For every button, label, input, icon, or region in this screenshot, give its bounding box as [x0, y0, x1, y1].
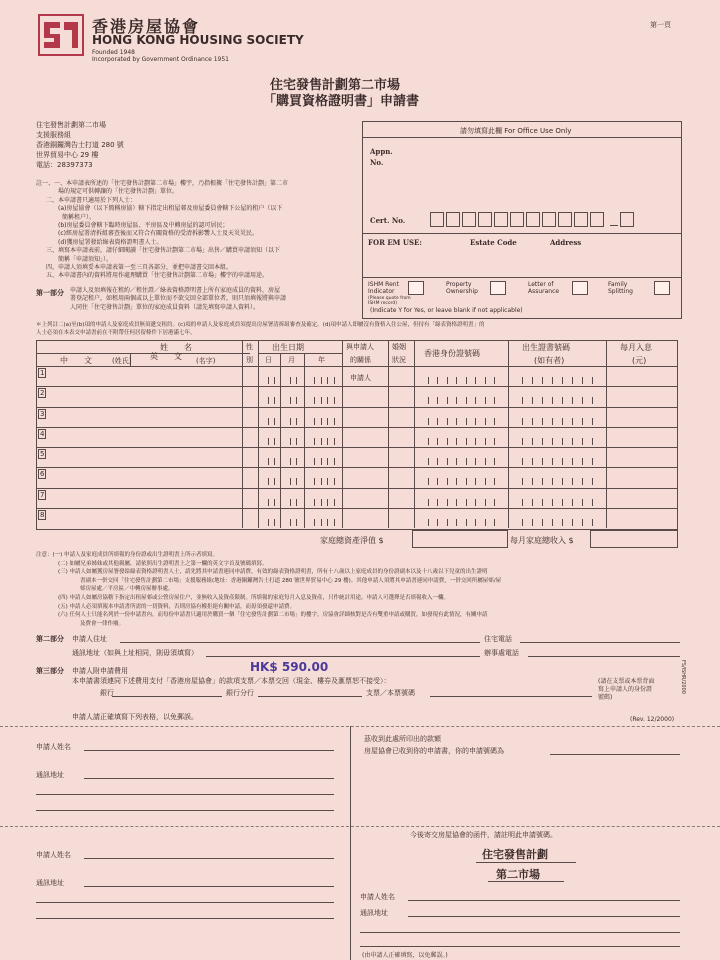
general-notes: 註一、一、本申請表所述的「住宅發售計劃第二市場」樓宇，乃指根據「住宅發售計劃」第二市 場的規定可供轉讓的「住宅發售計劃」單位。 二、本申請書只適用於下列人士： (a)房屋協會（以下簡稱房協）轄下指定出租屋邨及房屋委員會轄下公屋的租户（以下 簡稱租户）。 (b)房屋委員會轄下臨時房屋區、平房區及中轉房屋的認可居民； (c)經房屋署清拆組審查後而又符合有關資格的受清拆影響人士及天災災民。 (d)獲房屋署發給綠表資格證明書人士。 三、填寫本申請表前，請仔細閱讀「住宅發售計劃第二市場」出售／購買申請須知（以下 簡稱「申請須知」）。 四、申請人須填妥本申請表第一至三頁各部分，並把申請書交回本組。 五、本申請書內的資料將用作處理購買「住宅發售計劃第二市場」樓宇的申請用途。	[36, 180, 289, 280]
slip2-header: 今後寄交房屋協會的函件，請註明此申請號碼。	[410, 831, 557, 839]
col-relation: 與申請人	[346, 343, 374, 351]
digit-ticks	[308, 455, 340, 465]
digit-ticks	[512, 496, 602, 506]
digit-ticks	[418, 516, 504, 526]
digit-ticks	[512, 516, 602, 526]
estate-code-label: Estate Code	[470, 238, 517, 247]
col-english: 英 文	[150, 352, 182, 361]
org-incorporated: Incorporated by Government Ordinance 1951	[92, 56, 229, 63]
letter-assurance-label: Letter of Assurance	[528, 281, 560, 295]
total-assets-label: 家庭總資產淨值 $	[320, 536, 384, 545]
col-name: 姓 名	[160, 343, 192, 352]
receipt-text: 茲收到此處所印出的款額	[364, 735, 441, 743]
slip2-sign-note: (由申請人正確填寫，以免郵誤。)	[362, 952, 448, 959]
cheque-label: 支票／本票號碼	[366, 689, 415, 697]
digit-ticks	[308, 394, 340, 404]
slip1-name-label: 申請人姓名	[36, 743, 71, 751]
col-sex: 性	[246, 343, 253, 351]
col-income2: (元)	[632, 356, 647, 365]
row-number: 7	[40, 490, 45, 499]
digit-ticks	[512, 415, 602, 425]
footnote: ＊上列註二(a)至(b)項的申請人及家庭成員無須遞交租約。(c)項的申請人及家庭成員須提出房屋署清拆組審查及確定。(d)項申請人即屬沒有資格入住公屋，但持有「綠表資格證明書」的 人士必須在本表交申請書前在不附帶任何居留條件下居港滿七年。	[36, 322, 485, 336]
property-ownership-label: Property Ownership	[446, 281, 478, 295]
digit-ticks	[418, 496, 504, 506]
remarks: 注意：(一) 申請人及家庭成員所填報的身份證或出生證明書上所示者填寫。 (二) 如屬兄弟姊妹或其他親屬，請依照出生證明書上之第一欄的英文字首及號碼填寫。 (三) 申請人如屬獲房屋署發給綠表資格證明書人士，請先將其申請書連同申請費，有效的綠表資格證明書，所有十八歲以上家庭成員的身份證副本以及十八歲以下兒童的出生證明 書副本一併交回「住宅發售計劃第二市場」支援服務組(地址：香港銅鑼灣告士打道 280 號世界貿易中心 29 樓)。其他申請人須將其申請書連同申請費，一併交回所屬屋邨/屋 邨房屋處／平房區／中轉房屋辦事處。 (四) 申請人如屬房協轄下指定出租屋邨或公營房屋住户，並無收入及資產限制。所填報的家庭每月入息及資產，只作統計用途。申請人可選擇是否填報收入一欄。 (五) 申請人必須填報本申請書所需的一切資料，否則房協有權拒絕有關申請，而毋須發還申請費。 (六) 任何人士只能名列於一份申請書內，而每份申請書只適用於購買一個「住宅發售計劃第二市場」的樓宇。房協會詳細核對是否有雙重申請或購買，如發現有此情況，有關申請 及費會一律作廢。	[36, 552, 502, 627]
cert-no-label: Cert. No.	[370, 216, 406, 225]
col-birth-cert2: (如有者)	[534, 356, 565, 365]
form-title-line2: 「購買資格證明書」申請書	[263, 94, 420, 109]
col-year: 年	[318, 356, 325, 364]
address-label: 申請人住址	[72, 635, 107, 643]
digit-ticks	[418, 394, 504, 404]
branch-label: 銀行分行	[226, 689, 254, 697]
col-surname: (姓氏)	[112, 357, 132, 365]
col-hkid: 香港身份證號碼	[424, 349, 480, 358]
slip1-address-label: 通訊地址	[36, 771, 64, 779]
row-number: 8	[40, 510, 45, 519]
digit-ticks	[284, 435, 302, 445]
part1-text: 申請人及須填報在租約／租住證／綠表資格證明書上所有家庭成員的資料，房屋 署登記租户，如租用兩個或以上單位而不欲交回全部單位者，則只須填報將與申請 人同住「住宅發售計劃」單位的家庭成員資料（請先填寫申請人資料）。	[70, 287, 287, 311]
no-label: No.	[370, 158, 384, 167]
digit-ticks	[418, 455, 504, 465]
digit-ticks	[262, 455, 280, 465]
row-number: 3	[40, 409, 45, 418]
ishm-checkbox[interactable]	[408, 281, 424, 295]
corr-address-label: 通訊地址（如與上址相同，則毋須填寫）	[72, 649, 198, 657]
col-dob: 出生日期	[272, 343, 304, 352]
ishm-sublabel: (Please quote from ISHM record)	[368, 296, 411, 306]
total-assets-field[interactable]	[412, 530, 508, 548]
digit-ticks	[284, 394, 302, 404]
org-english-name: HONG KONG HOUSING SOCIETY	[92, 33, 304, 47]
slip2-name-label: 申請人姓名	[36, 851, 71, 859]
digit-ticks	[418, 435, 504, 445]
col-marital2: 狀況	[392, 356, 406, 364]
row-number: 4	[40, 429, 45, 438]
total-income-field[interactable]	[590, 530, 678, 548]
digit-ticks	[284, 496, 302, 506]
payment-text: 本申請書須連同下述費用支付「香港房屋協會」的款項支票／本票交回（現金、樓券及滙票恕不接受）：	[72, 677, 391, 685]
col-day: 日	[265, 356, 272, 364]
digit-ticks	[262, 374, 280, 384]
page-number: 第一頁	[650, 21, 671, 29]
digit-ticks	[308, 435, 340, 445]
col-given: (名字)	[196, 357, 216, 365]
digit-ticks	[262, 496, 280, 506]
row-number: 2	[40, 389, 45, 398]
digit-ticks	[262, 435, 280, 445]
home-tel-label: 住宅電話	[484, 635, 512, 643]
digit-ticks	[308, 516, 340, 526]
cert-no-field[interactable]	[430, 212, 636, 229]
total-income-label: 每月家庭總收入 $	[510, 536, 574, 545]
appn-label: Appn.	[370, 147, 393, 156]
cheque-note: (請在支票或本票背面 寫上申請人的身份證 號碼)	[598, 678, 655, 701]
digit-ticks	[284, 475, 302, 485]
digit-ticks	[512, 455, 602, 465]
sign-note: 申請人請正確填寫下列表格，以免郵誤。	[72, 713, 198, 721]
form-title-line1: 住宅發售計劃第二市場	[270, 78, 401, 93]
digit-ticks	[308, 374, 340, 384]
col-chinese: 中 文	[60, 356, 92, 365]
row-number: 5	[40, 450, 45, 458]
dest-line1: 住宅發售計劃	[482, 848, 548, 861]
digit-ticks	[512, 394, 602, 404]
form-code: FS/ISHR/2000	[680, 660, 686, 694]
ack-text: 房屋協會已收到你的申請書，你的申請號碼為	[364, 747, 504, 755]
digit-ticks	[284, 516, 302, 526]
col-month: 月	[288, 356, 295, 364]
col-sex2: 別	[246, 356, 253, 364]
slip2-name2-label: 申請人姓名	[360, 893, 395, 901]
digit-ticks	[284, 415, 302, 425]
fee-label: 申請人附申請費用	[72, 667, 128, 675]
indicate-note: (Indicate Y for Yes, or leave blank if not applicable)	[370, 307, 523, 314]
slip2-address2-label: 通訊地址	[360, 909, 388, 917]
org-founded: Founded 1948	[92, 49, 135, 56]
revision: (Rev. 12/2000)	[630, 716, 675, 723]
digit-ticks	[262, 475, 280, 485]
digit-ticks	[308, 475, 340, 485]
col-income: 每月入息	[620, 343, 652, 352]
fee-amount: HK$ 590.00	[250, 660, 329, 674]
digit-ticks	[308, 496, 340, 506]
row-number: 1	[40, 369, 45, 377]
slip2-address-label: 通訊地址	[36, 879, 64, 887]
letter-checkbox[interactable]	[572, 281, 588, 295]
org-chinese-name: 香港房屋協會	[92, 17, 201, 36]
digit-ticks	[512, 475, 602, 485]
digit-ticks	[262, 415, 280, 425]
digit-ticks	[418, 415, 504, 425]
return-address: 住宅發售計劃第二市場 支援服務組 香港銅鑼灣告士打道 280 號 世界貿易中心 29 樓 電話：28397373	[36, 121, 124, 169]
col-relation2: 的關係	[350, 356, 371, 364]
digit-ticks	[512, 435, 602, 445]
part3-label: 第三部分	[36, 667, 64, 675]
bank-label: 銀行	[100, 689, 114, 697]
ishm-label: ISHM Rent Indicator	[368, 281, 399, 295]
col-marital: 婚姻	[392, 343, 406, 351]
digit-ticks	[284, 455, 302, 465]
office-use-header: 請勿填寫此欄 For Office Use Only	[460, 127, 572, 135]
hkhs-logo-icon	[38, 14, 84, 56]
digit-ticks	[418, 475, 504, 485]
dest-line2: 第二市場	[496, 868, 540, 881]
digit-ticks	[418, 374, 504, 384]
row-number: 6	[40, 470, 45, 479]
digit-ticks	[308, 415, 340, 425]
part1-label: 第一部分	[36, 289, 64, 297]
digit-ticks	[284, 374, 302, 384]
em-use-label: FOR EM USE:	[368, 238, 422, 247]
digit-ticks	[512, 374, 602, 384]
col-birth-cert: 出生證書號碼	[522, 343, 570, 352]
office-tel-label: 辦事處電話	[484, 649, 519, 657]
family-checkbox[interactable]	[654, 281, 670, 295]
digit-ticks	[262, 516, 280, 526]
part2-label: 第二部分	[36, 635, 64, 643]
applicant-relation: 申請人	[350, 374, 371, 382]
em-address-label: Address	[550, 238, 582, 247]
family-splitting-label: Family Splitting	[608, 281, 633, 295]
digit-ticks	[262, 394, 280, 404]
property-checkbox[interactable]	[490, 281, 506, 295]
